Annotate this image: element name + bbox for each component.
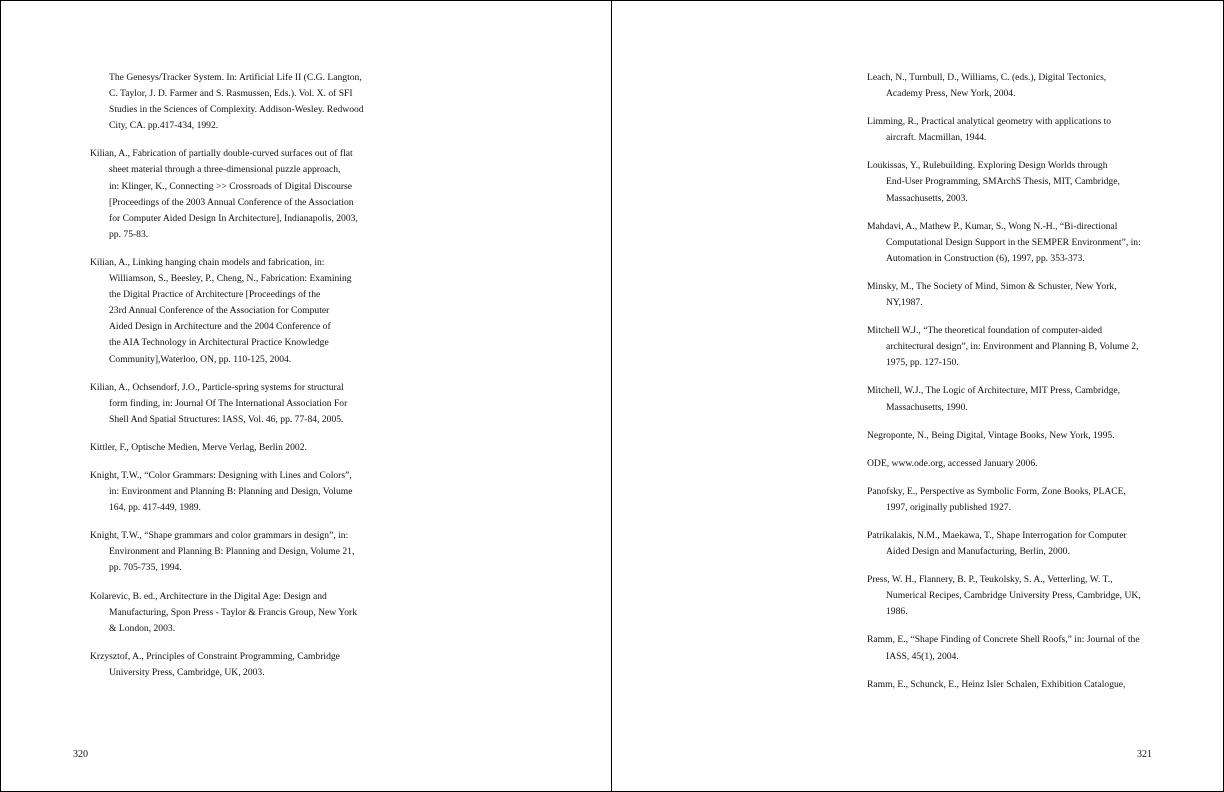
bibliography-entry: Ramm, E., “Shape Finding of Concrete Shell Roofs,” in: Journal of the IASS, 45(1), 2004. — [867, 634, 1140, 662]
bibliography-entry: Knight, T.W., “Shape grammars and color grammars in design”, in: Environment and Planning B: Planning and Design, Volume 21, pp. 705-735, 1994. — [90, 530, 355, 574]
page-number: 320 — [73, 749, 88, 760]
bibliography-entry: Mahdavi, A., Mathew P., Kumar, S., Wong N.-H., “Bi-directional Computational Design Support in the SEMPER Environment”, in: Automation in Construction (6), 1997, pp. 353-373. — [867, 220, 1141, 264]
bibliography-entry: Leach, N., Turnbull, D., Williams, C. (eds.), Digital Tectonics, Academy Press, New York, 2004. — [867, 72, 1107, 100]
bibliography-entry: Knight, T.W., “Color Grammars: Designing with Lines and Colors”, in: Environment and Planning B: Planning and Design, Volume 164, pp. 417-449, 1989. — [90, 469, 353, 514]
bibliography-entry: Loukissas, Y., Rulebuilding. Exploring Design Worlds through End-User Programming, SMArchS Thesis, MIT, Cambridge, Massachusetts, 2003. — [867, 160, 1120, 204]
bibliography-entry: Krzysztof, A., Principles of Constraint Programming, Cambridge University Press, Cambridge, UK, 2003. — [90, 650, 340, 678]
bibliography-entry: The Genesys/Tracker System. In: Artificial Life II (C.G. Langton, C. Taylor, J. D. Farmer and S. Rasmussen, Eds.). Vol. X. of SFI Studies in the Sciences of Complexity. Addison-Wesley. Redwood City, CA. pp.417-434, 1992. — [109, 72, 364, 132]
bibliography-entry: ODE, www.ode.org, accessed January 2006. — [867, 457, 1038, 469]
bibliography-entry: Kilian, A., Ochsendorf, J.O., Particle-spring systems for structural form finding, in: Journal Of The International Association For Shell And Spatial Structures: IASS, Vol. 46, pp. 77-84, 2005. — [90, 381, 348, 425]
bibliography-entry: Ramm, E., Schunck, E., Heinz Isler Schalen, Exhibition Catalogue, — [867, 678, 1126, 690]
bibliography-entry: Panofsky, E., Perspective as Symbolic Form, Zone Books, PLACE, 1997, originally published 1927. — [867, 485, 1126, 513]
bibliography-column-right — [867, 70, 1167, 705]
bibliography-entry: Minsky, M., The Society of Mind, Simon & Schuster, New York, NY,1987. — [867, 280, 1117, 309]
bibliography-entry: Kittler, F., Optische Medien, Merve Verlag, Berlin 2002. — [90, 441, 307, 453]
page-number: 321 — [1137, 749, 1152, 760]
bibliography-entry: Negroponte, N., Being Digital, Vintage Books, New York, 1995. — [867, 429, 1115, 441]
bibliography-entry: Press, W. H., Flannery, B. P., Teukolsky, S. A., Vetterling, W. T., Numerical Recipes, Cambridge University Press, Cambridge, UK, 1986. — [867, 574, 1141, 618]
bibliography-entry: Mitchell, W.J., The Logic of Architecture, MIT Press, Cambridge, Massachusetts, 1990. — [867, 385, 1121, 413]
bibliography-column-left — [90, 70, 390, 693]
bibliography-entry: Limming, R., Practical analytical geometry with applications to aircraft. Macmillan, 1944. — [867, 116, 1112, 144]
bibliography-entry: Kilian, A., Linking hanging chain models and fabrication, in: Williamson, S., Beesley, P., Cheng, N., Fabrication: Examining the Digital Practice of Architecture [Proceedings of the 23rd Annual Conference of the Association for Computer Aided Design in Architecture and the 2004 Conference of the AIA Technology in Architectural Practice Knowledge Community],Waterloo, ON, pp. 110-125, 2004. — [90, 256, 352, 365]
bibliography-entry: Mitchell W.J., “The theoretical foundation of computer-aided architectural design”, in: Environment and Planning B, Volume 2, 1975, pp. 127-150. — [867, 325, 1139, 369]
left-page — [1, 1, 612, 791]
right-page — [612, 1, 1223, 791]
bibliography-entry: Kolarevic, B. ed., Architecture in the Digital Age: Design and Manufacturing, Spon Press - Taylor & Francis Group, New York & London, 2003. — [90, 590, 358, 634]
bibliography-entry: Patrikalakis, N.M., Maekawa, T., Shape Interrogation for Computer Aided Design and Manufacturing, Berlin, 2000. — [867, 529, 1127, 558]
bibliography-entry: Kilian, A., Fabrication of partially double-curved surfaces out of flat sheet material through a three-dimensional puzzle approach, in: Klinger, K., Connecting >> Crossroads of Digital Discourse [Proceedings of the 2003 Annual Conference of the Association for Computer Aided Design In Architecture], Indianapolis, 2003, pp. 75-83. — [90, 148, 358, 240]
